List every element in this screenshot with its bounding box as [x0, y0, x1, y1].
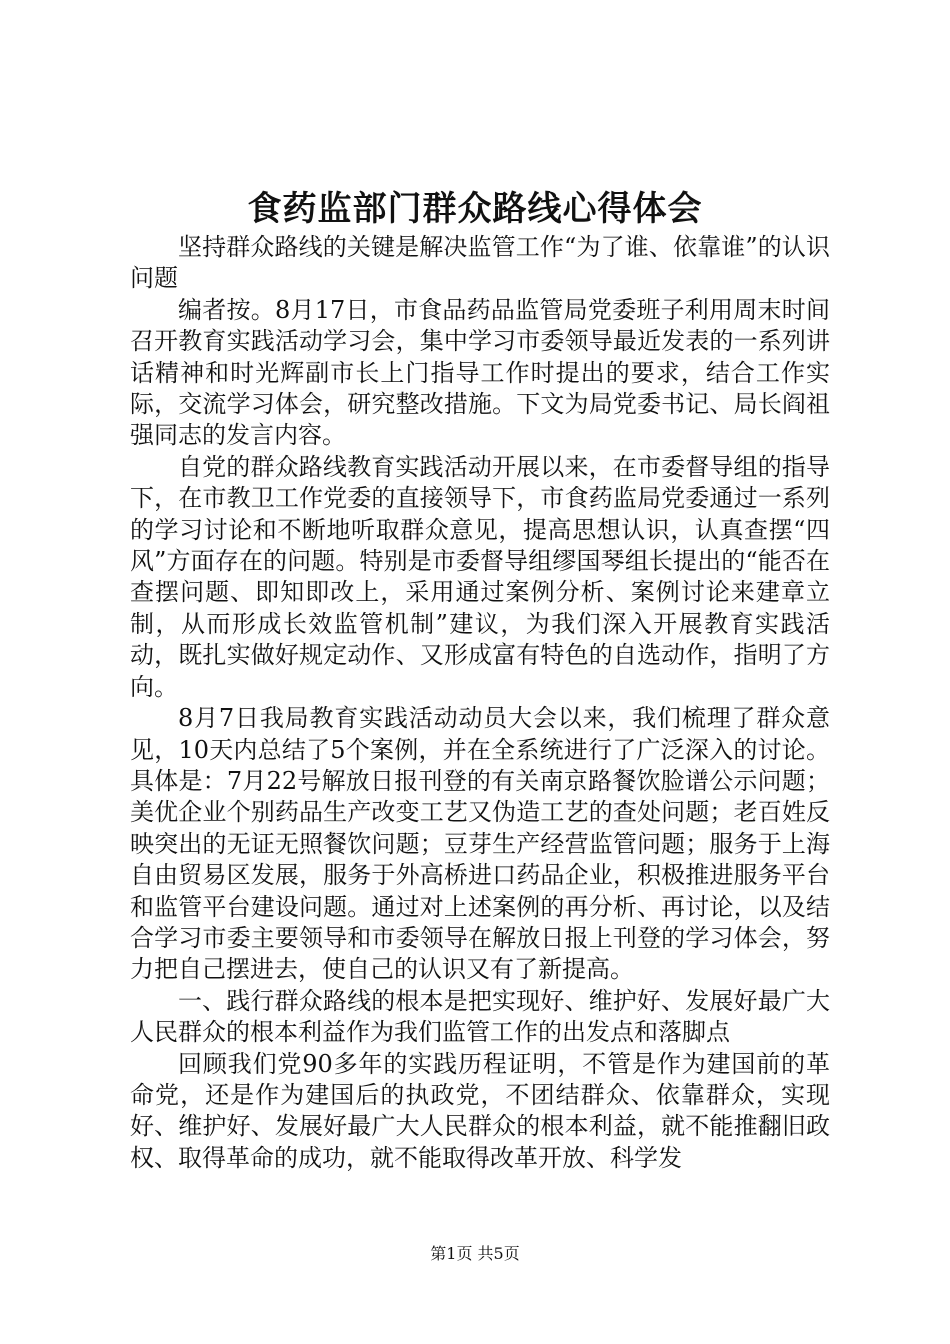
body-paragraph: 8月7日我局教育实践活动动员大会以来，我们梳理了群众意见，10天内总结了5个案例，并在全系统进行了广泛深入的讨论。具体是：7月22号解放日报刊登的有关南京路餐饮脸谱公示问题；美优企业个别药品生产改变工艺又伪造工艺的查处问题；老百姓反映突出的无证无照餐饮问题；豆芽生产经营监管问题；服务于上海自由贸易区发展，服务于外高桥进口药品企业，积极推进服务平台和监管平台建设问题。通过对上述案例的再分析、再讨论，以及结合学习市委主要领导和市委领导在解放日报上刊登的学习体会，努力把自己摆进去，使自己的认识又有了新提高。 — [130, 704, 830, 984]
editor-note-paragraph: 编者按。8月17日，市食品药品监管局党委班子利用周末时间召开教育实践活动学习会，集中学习市委领导最近发表的一系列讲话精神和时光辉副市长上门指导工作时提出的要求，结合工作实际，交流学习体会，研究整改措施。下文为局党委书记、局长阎祖强同志的发言内容。 — [130, 295, 830, 450]
section-heading-paragraph: 一、践行群众路线的根本是把实现好、维护好、发展好最广大人民群众的根本利益作为我们监管工作的出发点和落脚点 — [130, 986, 830, 1047]
document-title: 食药监部门群众路线心得体会 — [247, 189, 703, 229]
subtitle-paragraph: 坚持群众路线的关键是解决监管工作“为了谁、依靠谁”的认识问题 — [130, 233, 830, 293]
body-paragraph: 回顾我们党90多年的实践历程证明，不管是作为建国前的革命党，还是作为建国后的执政党，不团结群众、依靠群众，实现好、维护好、发展好最广大人民群众的根本利益，就不能推翻旧政权、取得革命的成功，就不能取得改革开放、科学发 — [130, 1049, 830, 1172]
body-paragraph: 自党的群众路线教育实践活动开展以来，在市委督导组的指导下，在市教卫工作党委的直接领导下，市食药监局党委通过一系列的学习讨论和不断地听取群众意见，提高思想认识，认真查摆“四风”方面存在的问题。特别是市委督导组缪国琴组长提出的“能否在查摆问题、即知即改上，采用通过案例分析、案例讨论来建章立制，从而形成长效监管机制”建议，为我们深入开展教育实践活动，既扎实做好规定动作、又形成富有特色的自选动作，指明了方向。 — [130, 452, 830, 701]
document-body — [130, 232, 830, 1174]
page-number-footer: 第1页 共5页 — [430, 1244, 520, 1263]
